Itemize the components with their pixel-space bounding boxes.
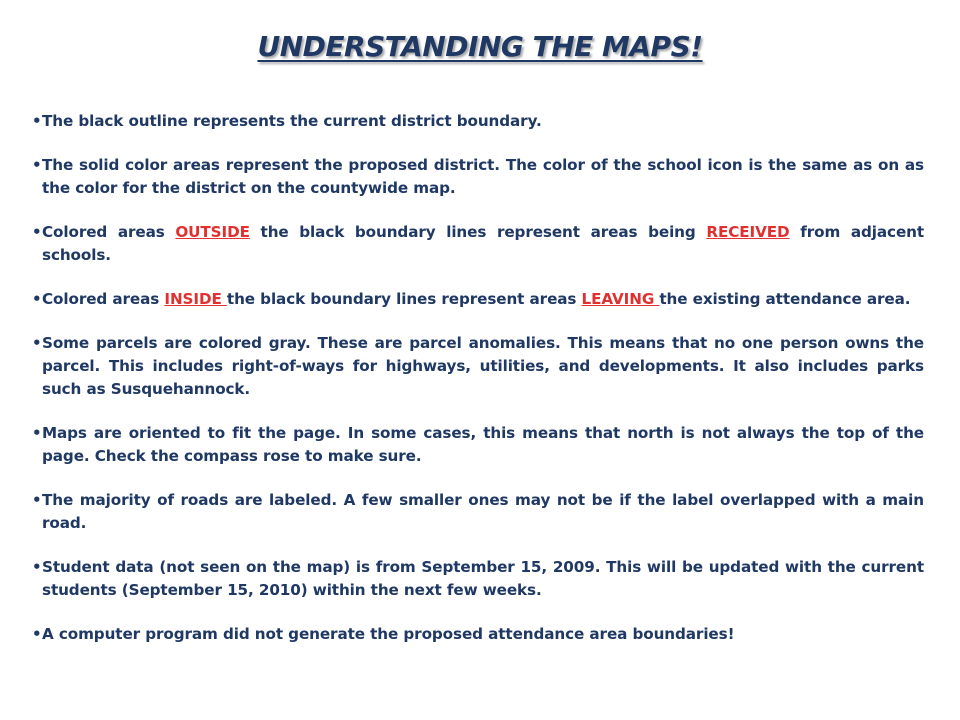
- highlight-inside: INSIDE: [164, 290, 227, 308]
- highlight-leaving: LEAVING: [581, 290, 660, 308]
- page-title: UNDERSTANDING THE MAPS!: [257, 30, 703, 63]
- bullet-text-pre: Colored areas: [42, 223, 176, 241]
- bullet-gap: [34, 401, 924, 422]
- bullet-text: The majority of roads are labeled. A few smaller ones may not be if the label overlapped with a main road.: [42, 491, 924, 532]
- bullet-text-pre: Colored areas: [42, 290, 165, 308]
- bullet-text-post: from adjacent schools.: [42, 223, 925, 264]
- bullet-solid-color: [34, 154, 924, 200]
- bullet-gap: [34, 133, 924, 154]
- highlight-received: RECEIVED: [706, 223, 790, 241]
- bullet-inside-areas: [34, 288, 924, 311]
- bullet-gap: [34, 535, 924, 556]
- bullet-text: Student data (not seen on the map) is from September 15, 2009. This will be updated with the current students (September 15, 2010) within the next few weeks.: [42, 558, 924, 599]
- bullet-computer-program: [34, 623, 924, 646]
- highlight-outside: OUTSIDE: [175, 223, 250, 241]
- bullet-road-labels: [34, 489, 924, 535]
- bullet-text: Maps are oriented to fit the page. In some cases, this means that north is not always the top of the page. Check the compass rose to make sure.: [42, 424, 924, 465]
- bullet-map-orientation: [34, 422, 924, 468]
- bullet-gray-parcels: [34, 332, 924, 401]
- bullet-gap: [34, 311, 924, 332]
- bullet-black-outline: [34, 110, 924, 133]
- bullet-text: The black outline represents the current district boundary.: [42, 112, 542, 130]
- bullet-text-mid: the black boundary lines represent areas: [226, 290, 582, 308]
- bullet-text: A computer program did not generate the proposed attendance area boundaries!: [42, 625, 735, 643]
- bullet-text-mid: the black boundary lines represent areas being: [249, 223, 707, 241]
- bullet-outside-areas: [34, 221, 924, 267]
- bullet-gap: [34, 602, 924, 623]
- bullet-gap: [34, 468, 924, 489]
- bullet-student-data: [34, 556, 924, 602]
- bullet-gap: [34, 200, 924, 221]
- bullet-gap: [34, 267, 924, 288]
- bullet-text: Some parcels are colored gray. These are parcel anomalies. This means that no one person owns the parcel. This includes right-of-ways for highways, utilities, and developments. It also includes parks such as Susquehannock.: [42, 334, 924, 398]
- bullet-text-post: the existing attendance area.: [659, 290, 911, 308]
- bullet-text: The solid color areas represent the proposed district. The color of the school icon is the same as on as the color for the district on the countywide map.: [42, 156, 924, 197]
- bullet-list: [34, 110, 924, 646]
